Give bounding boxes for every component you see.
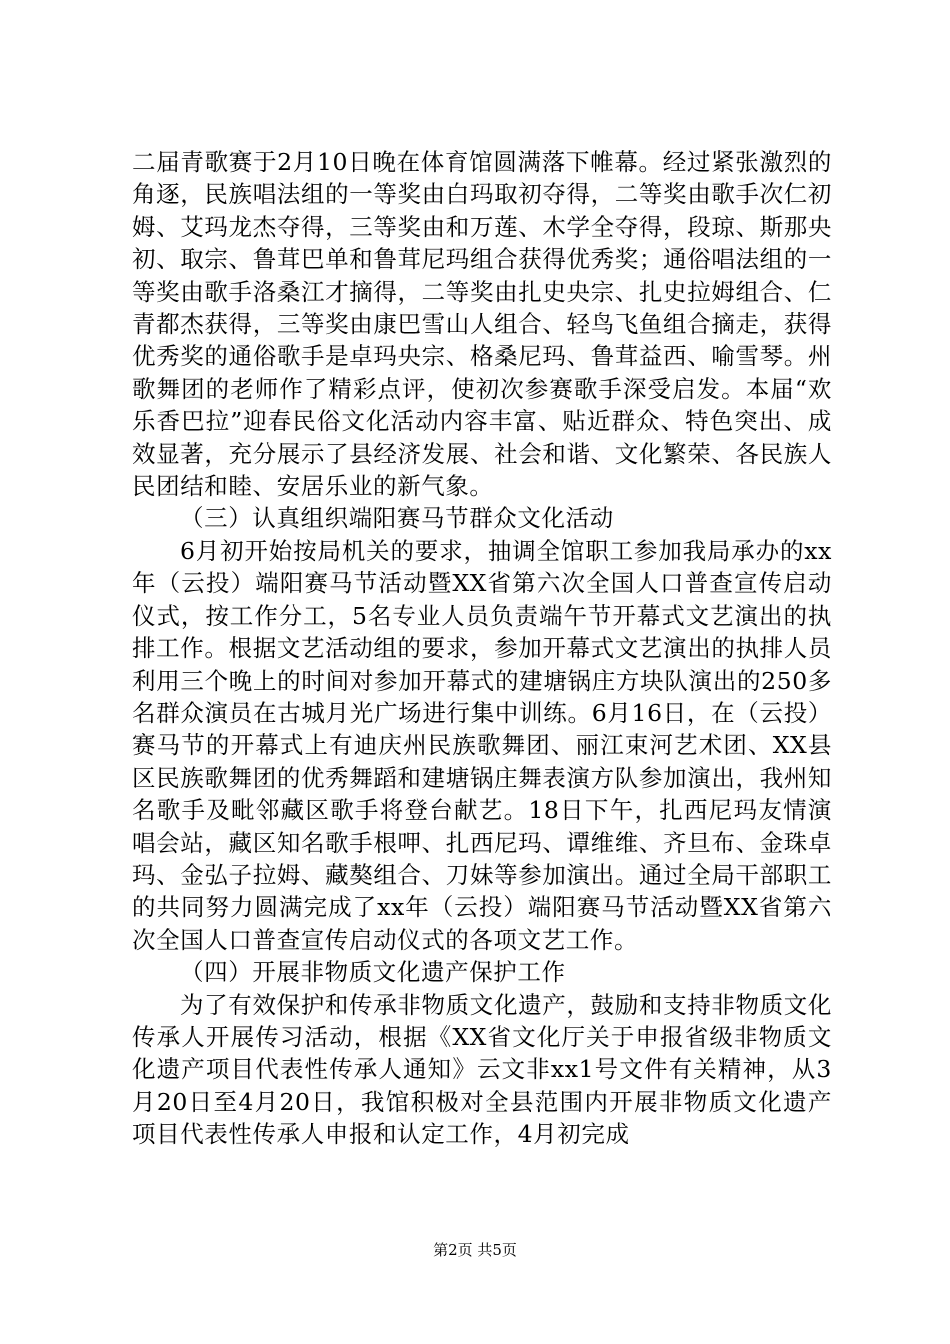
section-heading-3: （三）认真组织端阳赛马节群众文化活动: [180, 504, 614, 533]
page-number-footer: 第2页 共5页: [433, 1241, 517, 1259]
section-heading-4: （四）开展非物质文化遗产保护工作: [180, 958, 566, 987]
document-body: [132, 146, 832, 1151]
paragraph-heritage: 为了有效保护和传承非物质文化遗产，鼓励和支持非物质文化传承人开展传习活动，根据《XX省文化厅关于申报省级非物质文化遗产项目代表性传承人通知》云文非xx1号文件有关精神，从3月20日至4月20日，我馆积极对全县范围内开展非物质文化遗产项目代表性传承人申报和认定工作，4月初完成: [132, 990, 832, 1149]
paragraph-awards: 二届青歌赛于2月10日晚在体育馆圆满落下帷幕。经过紧张激烈的角逐，民族唱法组的一等奖由白玛取初夺得，二等奖由歌手次仁初姆、艾玛龙杰夺得，三等奖由和万莲、木学全夺得，段琼、斯那央初、取宗、鲁茸巴单和鲁茸尼玛组合获得优秀奖；通俗唱法组的一等奖由歌手洛桑江才摘得，二等奖由扎史央宗、扎史拉姆组合、仁青都杰获得，三等奖由康巴雪山人组合、轻鸟飞鱼组合摘走，获得优秀奖的通俗歌手是卓玛央宗、格桑尼玛、鲁茸益西、喻雪琴。州歌舞团的老师作了精彩点评，使初次参赛歌手深受启发。本届“欢乐香巴拉”迎春民俗文化活动内容丰富、贴近群众、特色突出、成效显著，充分展示了县经济发展、社会和谐、文化繁荣、各民族人民团结和睦、安居乐业的新气象。: [132, 148, 832, 501]
paragraph-horse-festival: 6月初开始按局机关的要求，抽调全馆职工参加我局承办的xx年（云投）端阳赛马节活动暨XX省第六次全国人口普查宣传启动仪式，按工作分工，5名专业人员负责端午节开幕式文艺演出的执排工作。根据文艺活动组的要求，参加开幕式文艺演出的执排人员利用三个晚上的时间对参加开幕式的建塘锅庄方块队演出的250多名群众演员在古城月光广场进行集中训练。6月16日，在（云投）赛马节的开幕式上有迪庆州民族歌舞团、丽江束河艺术团、XX县区民族歌舞团的优秀舞蹈和建塘锅庄舞表演方队参加演出，我州知名歌手及毗邻藏区歌手将登台献艺。18日下午，扎西尼玛友情演唱会站，藏区知名歌手根呷、扎西尼玛、谭维维、齐旦布、金珠卓玛、金弘子拉姆、藏獒组合、刀妹等参加演出。通过全局干部职工的共同努力圆满完成了xx年（云投）端阳赛马节活动暨XX省第六次全国人口普查宣传启动仪式的各项文艺工作。: [132, 536, 832, 954]
